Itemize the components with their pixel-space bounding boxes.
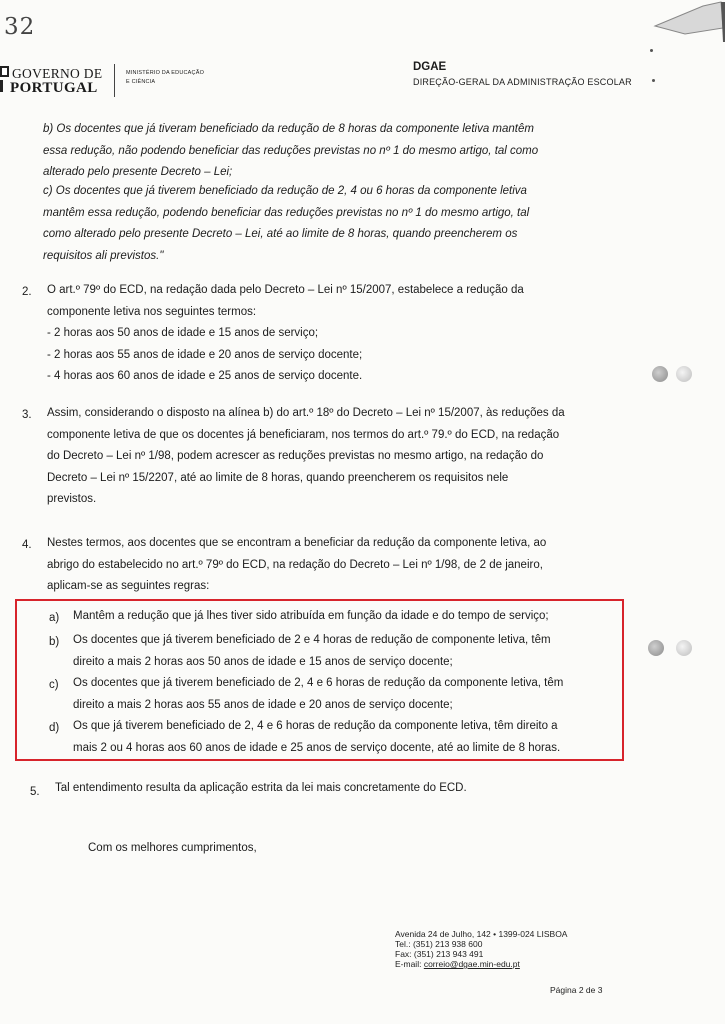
text-line: requisitos ali previstos."	[43, 249, 164, 262]
ministry-line-2: E CIÊNCIA	[126, 79, 156, 85]
intro-item-c	[43, 181, 643, 267]
text-line: - 2 horas aos 50 anos de idade e 15 anos de serviço;	[47, 327, 319, 339]
text-line: do Decreto – Lei nº 1/98, podem acrescer as reduções previstas no mesmo artigo, na redação do	[47, 450, 544, 462]
closing-text: Com os melhores cumprimentos,	[88, 842, 257, 854]
logo-divider	[114, 64, 115, 97]
text-line: como alterado pelo presente Decreto – Lei, até ao limite de 8 horas, quando preencherem os	[43, 228, 518, 240]
rule-a	[73, 606, 621, 628]
text-line: direito a mais 2 horas aos 50 anos de idade e 15 anos de serviço docente;	[73, 655, 453, 668]
rule-d	[73, 716, 621, 759]
text-line: b) Os docentes que já tiveram beneficiado da redução de 8 horas da componente letiva mantêm	[43, 123, 534, 135]
paragraph-number: 2.	[22, 286, 32, 298]
footer-email-line	[395, 959, 695, 969]
paragraph-4	[47, 533, 637, 598]
text-line: direito a mais 2 horas aos 55 anos de idade e 20 anos de serviço docente;	[73, 698, 453, 711]
text-line: c) Os docentes que já tiverem beneficiado da redução de 2, 4 ou 6 horas da componente letiva	[43, 185, 527, 197]
text-line: componente letiva de que os docentes já beneficiaram, nos termos do art.º 79.º do ECD, na redação	[47, 428, 560, 441]
rule-letter: c)	[49, 679, 59, 691]
text-line: alterado pelo presente Decreto – Lei;	[43, 166, 233, 178]
footer-fax: Fax: (351) 213 943 491	[395, 949, 484, 959]
footer-address: Avenida 24 de Julho, 142 • 1399-024 LISBOA	[395, 929, 568, 939]
logo-line-2: PORTUGAL	[10, 80, 98, 96]
handwritten-page-number: 32	[4, 14, 36, 40]
footer-tel: Tel.: (351) 213 938 600	[395, 939, 483, 949]
speck	[650, 49, 653, 52]
footer-email-link[interactable]: correio@dgae.min-edu.pt	[423, 959, 520, 969]
rule-letter: d)	[49, 722, 60, 734]
rule-letter: b)	[49, 636, 60, 648]
paragraph-3	[47, 403, 637, 511]
text-line: - 2 horas aos 55 anos de idade e 20 anos de serviço docente;	[47, 348, 363, 361]
text-line: mais 2 ou 4 horas aos 60 anos de idade e 25 anos de serviço docente, até ao limite de 8 horas.	[73, 741, 561, 754]
text-line: previstos.	[47, 493, 97, 505]
text-line: abrigo do estabelecido no art.º 79º do ECD, na redação do Decreto – Lei nº 1/98, de 2 de janeiro,	[47, 558, 543, 571]
text-line: Os docentes que já tiverem beneficiado de 2 e 4 horas de redução de componente letiva, têm	[73, 634, 551, 646]
punch-hole	[676, 640, 692, 656]
org-full-name: DIREÇÃO-GERAL DA ADMINISTRAÇÃO ESCOLAR	[413, 77, 632, 87]
logo-line-1: GOVERNO DE	[12, 66, 103, 81]
ministry-line-1: MINISTÉRIO DA EDUCAÇÃO	[126, 70, 205, 76]
rule-b	[73, 630, 621, 673]
text-line: Assim, considerando o disposto na alínea b) do art.º 18º do Decreto – Lei nº 15/2007, às reduções da	[47, 407, 565, 419]
folded-corner-icon	[645, 0, 725, 42]
text-line: mantêm essa redução, podendo beneficiar das reduções previstas no nº 1 do mesmo artigo, tal	[43, 206, 530, 219]
paragraph-number: 4.	[22, 539, 32, 551]
footer-email-label: E-mail:	[395, 959, 422, 969]
text-line: Nestes termos, aos docentes que se encontram a beneficiar da redução da componente letiva, ao	[47, 537, 547, 549]
footer-contact	[395, 929, 695, 969]
text-line: essa redução, não podendo beneficiar das reduções previstas no nº 1 do mesmo artigo, tal como	[43, 144, 539, 157]
rule-letter: a)	[49, 612, 60, 624]
text-line: Decreto – Lei nº 15/2207, até ao limite de 8 horas, quando preencherem os requisitos nele	[47, 471, 509, 484]
paragraph-2	[47, 280, 637, 388]
text-line: O art.º 79º do ECD, na redação dada pelo Decreto – Lei nº 15/2007, estabelece a redução da	[47, 284, 524, 296]
rule-c	[73, 673, 621, 716]
punch-hole	[648, 640, 664, 656]
text-line: - 4 horas aos 60 anos de idade e 25 anos de serviço docente.	[47, 370, 363, 382]
text-line: Os que já tiverem beneficiado de 2, 4 e 6 horas de redução da componente letiva, têm direito a	[73, 720, 558, 732]
text-line: aplicam-se as seguintes regras:	[47, 580, 210, 592]
org-short-name: DGAE	[413, 61, 447, 73]
paragraph-5: Tal entendimento resulta da aplicação estrita da lei mais concretamente do ECD.	[55, 782, 467, 794]
paragraph-number: 3.	[22, 409, 32, 421]
speck	[652, 79, 655, 82]
paragraph-number: 5.	[30, 786, 40, 798]
intro-item-b	[43, 119, 643, 184]
page-indicator: Página 2 de 3	[550, 985, 603, 995]
punch-hole	[652, 366, 668, 382]
punch-hole	[676, 366, 692, 382]
text-line: Os docentes que já tiverem beneficiado de 2, 4 e 6 horas de redução da componente letiva, têm	[73, 677, 564, 689]
text-line: componente letiva nos seguintes termos:	[47, 305, 257, 318]
text-line: Mantêm a redução que já lhes tiver sido atribuída em função da idade e do tempo de serviço;	[73, 610, 549, 622]
